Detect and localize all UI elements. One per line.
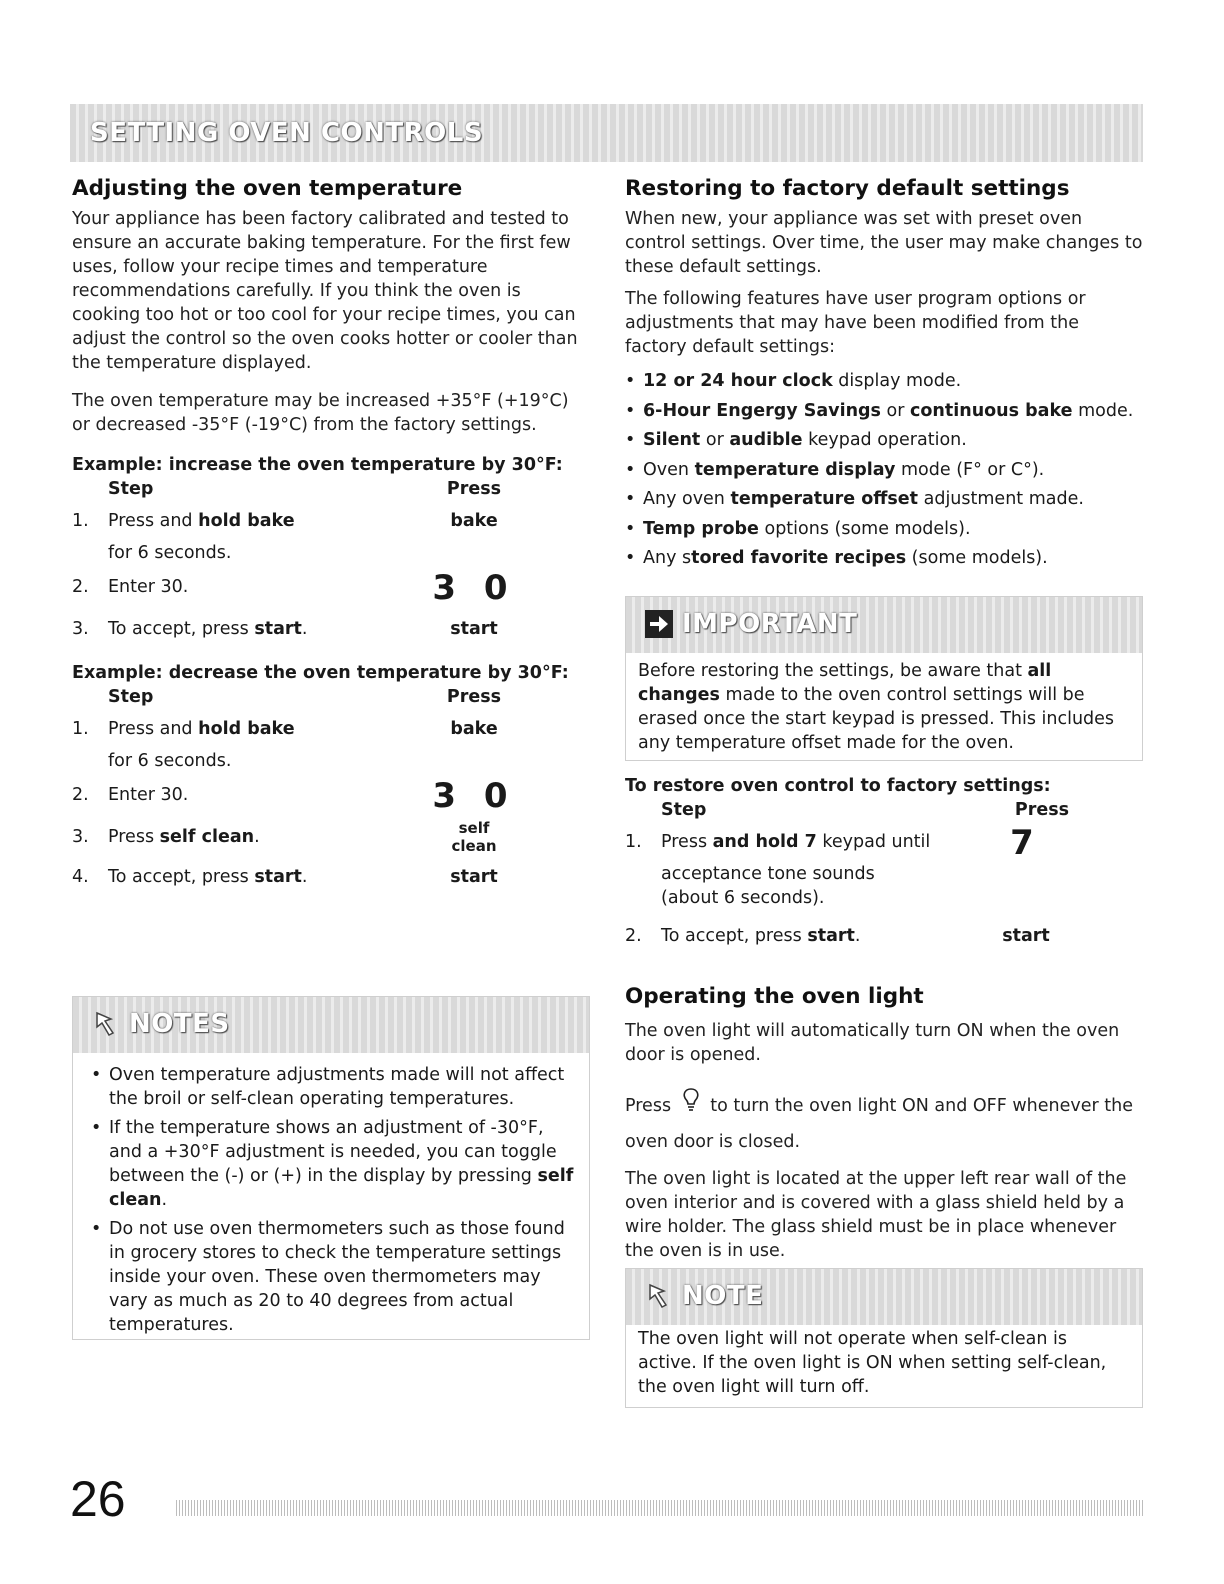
restore-paragraph-1: When new, your appliance was set with preset oven control settings. Over time, the user may make changes to these default settings. — [625, 209, 1143, 277]
step-label: Step — [661, 800, 707, 820]
light-paragraph-1: The oven light will automatically turn ON when the oven door is opened. — [625, 1021, 1120, 1065]
press-label: Press — [446, 687, 502, 707]
step-text: To accept, press start. — [661, 926, 861, 946]
light-paragraph-3: The oven light is located at the upper left rear wall of the oven interior and is covered with a glass shield held by a wire holder. The glass shield must be in place whenever the oven is in use. — [625, 1169, 1127, 1261]
increase-step-3 — [72, 617, 592, 641]
bake-key: bake — [450, 719, 498, 739]
notes-title: NOTES — [129, 1009, 230, 1039]
restore-step-1 — [625, 823, 1145, 910]
increase-example-title: Example: increase the oven temperature by 30°F: — [72, 455, 563, 475]
step-number: 1. — [625, 832, 642, 852]
step-text: Press and hold bake for 6 seconds. — [108, 511, 295, 563]
pin-icon — [644, 1281, 674, 1311]
light-heading: Operating the oven light — [625, 984, 924, 1009]
step-text: To accept, press start. — [108, 867, 308, 887]
start-key: start — [1002, 926, 1050, 946]
step-label: Step — [108, 479, 154, 499]
light-section — [625, 984, 1145, 1277]
step-text: To accept, press start. — [108, 619, 308, 639]
note-title: NOTE — [682, 1281, 764, 1311]
note-box — [625, 1268, 1143, 1408]
notes-header — [73, 997, 589, 1053]
start-key: start — [450, 619, 498, 639]
feature-item: • Temp probe options (some models). — [625, 517, 1145, 541]
step-number: 3. — [72, 827, 89, 847]
increase-step-2 — [72, 568, 592, 608]
decrease-step-4 — [72, 865, 592, 889]
step-text: Press self clean. — [108, 827, 260, 847]
section-banner — [70, 104, 1143, 162]
page-number: 26 — [70, 1471, 126, 1527]
number-keys: 3 0 — [432, 776, 516, 816]
number-keys: 3 0 — [432, 568, 516, 608]
seven-key: 7 — [1010, 823, 1042, 863]
adjust-paragraph-1: Your appliance has been factory calibrated and tested to ensure an accurate baking temperature. For the first few uses, follow your recipe times and temperature recommendations carefully. If you think the oven is cooking too hot or too cool for your recipe times, you can adjust the control so the oven cooks hotter or cooler than the temperature displayed. — [72, 209, 578, 373]
start-key: start — [450, 867, 498, 887]
feature-item: • Any stored favorite recipes (some models). — [625, 546, 1145, 570]
feature-item: • 12 or 24 hour clock display mode. — [625, 369, 1145, 393]
decrease-steps-header — [72, 687, 592, 707]
step-number: 1. — [72, 511, 89, 531]
notes-body — [73, 1053, 589, 1350]
feature-item: • 6-Hour Engergy Savings or continuous bake mode. — [625, 399, 1145, 423]
pin-icon — [91, 1009, 121, 1039]
feature-item: • Silent or audible keypad operation. — [625, 428, 1145, 452]
light-paragraph-2: Press to turn the oven light ON and OFF whenever the oven door is closed. — [625, 1087, 1145, 1159]
step-text: Press and hold bake for 6 seconds. — [108, 719, 295, 771]
right-column — [625, 176, 1145, 576]
left-column — [72, 176, 592, 899]
feature-item: • Any oven temperature offset adjustment made. — [625, 487, 1145, 511]
light-bulb-icon — [677, 1087, 705, 1125]
step-text: Press and hold 7 keypad until acceptance tone sounds (about 6 seconds). — [661, 832, 931, 908]
important-body: Before restoring the settings, be aware that all changes made to the oven control settings will be erased once the start keypad is pressed. This includes any temperature offset made for the oven. — [638, 661, 1115, 753]
increase-steps-header — [72, 479, 592, 499]
increase-step-1 — [72, 509, 592, 565]
note-item: • If the temperature shows an adjustment of -30°F, and a +30°F adjustment is needed, you can toggle between the (-) or (+) in the display by pressing self clean. — [85, 1116, 577, 1212]
note-item: • Oven temperature adjustments made will not affect the broil or self-clean operating temperatures. — [85, 1063, 577, 1111]
decrease-step-3 — [72, 819, 592, 855]
important-header — [626, 597, 1142, 653]
restore-paragraph-2: The following features have user program options or adjustments that may have been modified from the factory default settings: — [625, 289, 1086, 357]
decrease-step-1 — [72, 717, 592, 773]
arrow-icon — [644, 609, 674, 639]
restore-heading: Restoring to factory default settings — [625, 176, 1070, 201]
adjust-heading: Adjusting the oven temperature — [72, 176, 463, 201]
adjust-paragraph-2: The oven temperature may be increased +35°F (+19°C) or decreased -35°F (-19°C) from the factory settings. — [72, 391, 569, 435]
decrease-step-2 — [72, 776, 592, 816]
step-label: Step — [108, 687, 154, 707]
restore-steps-header — [625, 800, 1145, 820]
decrease-example-title: Example: decrease the oven temperature by 30°F: — [72, 663, 569, 683]
step-number: 2. — [625, 926, 642, 946]
restore-step-2 — [625, 924, 1145, 948]
important-box — [625, 596, 1143, 761]
self-clean-key: self clean — [451, 819, 497, 855]
step-text: Enter 30. — [108, 785, 189, 805]
step-text: Enter 30. — [108, 577, 189, 597]
step-number: 4. — [72, 867, 89, 887]
bake-key: bake — [450, 511, 498, 531]
section-title: SETTING OVEN CONTROLS — [90, 118, 484, 148]
step-number: 2. — [72, 785, 89, 805]
note-body: The oven light will not operate when self-clean is active. If the oven light is ON when setting self-clean, the oven light will turn off. — [638, 1329, 1107, 1397]
note-header — [626, 1269, 1142, 1325]
notes-box — [72, 996, 590, 1340]
press-label: Press — [446, 479, 502, 499]
restore-steps — [625, 772, 1145, 958]
note-item: • Do not use oven thermometers such as those found in grocery stores to check the temperature settings inside your oven. These oven thermometers may vary as much as 20 to 40 degrees from actual temperatures. — [85, 1217, 577, 1337]
step-number: 3. — [72, 619, 89, 639]
press-label: Press — [1014, 800, 1070, 820]
feature-list — [625, 369, 1145, 570]
restore-steps-title: To restore oven control to factory settings: — [625, 776, 1051, 796]
step-number: 1. — [72, 719, 89, 739]
feature-item: • Oven temperature display mode (F° or C°). — [625, 458, 1145, 482]
footer-rule — [176, 1500, 1143, 1516]
step-number: 2. — [72, 577, 89, 597]
important-title: IMPORTANT — [682, 609, 858, 639]
